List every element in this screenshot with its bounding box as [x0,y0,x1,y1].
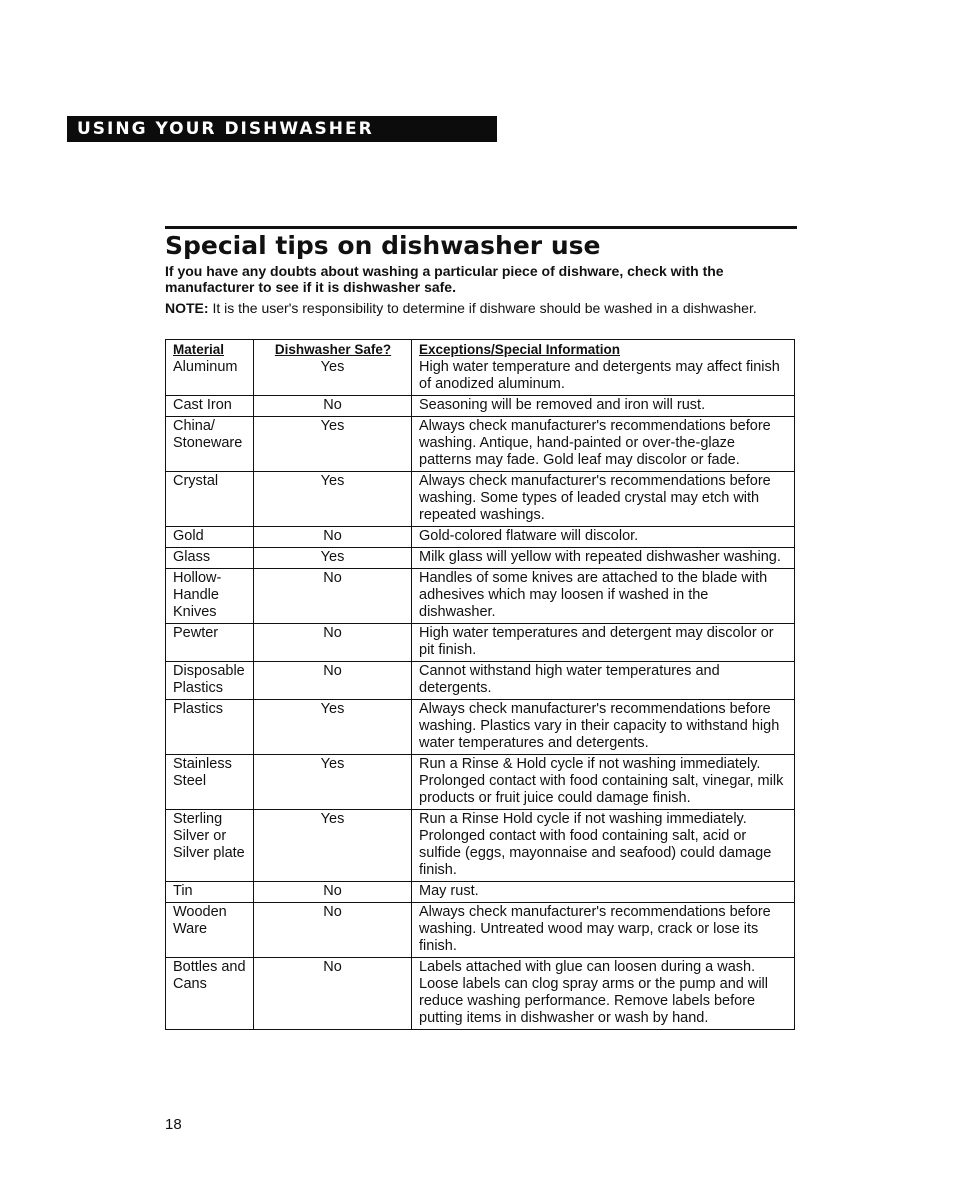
table-row [166,700,795,755]
cell-dishwasher-safe: No [254,396,412,417]
table-row [166,396,795,417]
cell-material: Hollow-Handle Knives [166,569,254,624]
cell-dishwasher-safe: Yes [254,810,412,882]
cell-material: Disposable Plastics [166,662,254,700]
cell-material: Plastics [166,700,254,755]
cell-dishwasher-safe: No [254,662,412,700]
cell-exceptions: Always check manufacturer's recommendations before washing. Antique, hand-painted or over-the-glaze patterns may fade. Gold leaf may discolor or fade. [412,417,795,472]
cell-exceptions: Run a Rinse Hold cycle if not washing immediately. Prolonged contact with food containing salt, acid or sulfide (eggs, mayonnaise and seafood) could damage finish. [412,810,795,882]
cell-dishwasher-safe: Yes [254,472,412,527]
table-row [166,569,795,624]
cell-exceptions: Always check manufacturer's recommendations before washing. Untreated wood may warp, crack or lose its finish. [412,903,795,958]
cell-exceptions: Always check manufacturer's recommendations before washing. Plastics vary in their capacity to withstand high water temperatures and detergents. [412,700,795,755]
note-text: It is the user's responsibility to determine if dishware should be washed in a dishwasher. [212,300,757,316]
cell-exceptions: Always check manufacturer's recommendations before washing. Some types of leaded crystal may etch with repeated washings. [412,472,795,527]
header-exceptions: Exceptions/Special Information [412,340,795,359]
cell-dishwasher-safe: No [254,624,412,662]
cell-exceptions: Gold-colored flatware will discolor. [412,527,795,548]
cell-exceptions: Seasoning will be removed and iron will rust. [412,396,795,417]
table-row [166,958,795,1030]
cell-dishwasher-safe: Yes [254,755,412,810]
cell-material: Gold [166,527,254,548]
cell-material: Aluminum [166,358,254,396]
table-row [166,417,795,472]
cell-exceptions: High water temperature and detergents may affect finish of anodized aluminum. [412,358,795,396]
page-number: 18 [165,1116,182,1133]
table-row [166,472,795,527]
cell-material: Sterling Silver or Silver plate [166,810,254,882]
table-header-row [166,340,795,359]
cell-dishwasher-safe: No [254,958,412,1030]
cell-dishwasher-safe: Yes [254,548,412,569]
cell-exceptions: High water temperatures and detergent may discolor or pit finish. [412,624,795,662]
header-dishwasher-safe: Dishwasher Safe? [254,340,412,359]
cell-material: Bottles and Cans [166,958,254,1030]
cell-exceptions: Run a Rinse & Hold cycle if not washing immediately. Prolonged contact with food containing salt, vinegar, milk products or fruit juice could damage finish. [412,755,795,810]
intro-paragraph: If you have any doubts about washing a particular piece of dishware, check with the manufacturer to see if it is dishwasher safe. [165,263,724,295]
cell-exceptions: Milk glass will yellow with repeated dishwasher washing. [412,548,795,569]
cell-dishwasher-safe: No [254,569,412,624]
note-label: NOTE: [165,300,209,316]
cell-dishwasher-safe: Yes [254,417,412,472]
cell-material: Glass [166,548,254,569]
cell-dishwasher-safe: Yes [254,358,412,396]
cell-material: China/ Stoneware [166,417,254,472]
cell-dishwasher-safe: Yes [254,700,412,755]
cell-exceptions: May rust. [412,882,795,903]
cell-dishwasher-safe: No [254,527,412,548]
cell-exceptions: Handles of some knives are attached to the blade with adhesives which may loosen if washed in the dishwasher. [412,569,795,624]
page-title: Special tips on dishwasher use [165,231,601,260]
table-row [166,903,795,958]
table-row [166,527,795,548]
cell-exceptions: Cannot withstand high water temperatures and detergents. [412,662,795,700]
table-row [166,882,795,903]
section-banner: USING YOUR DISHWASHER [67,116,497,142]
note-paragraph [165,300,805,316]
cell-material: Pewter [166,624,254,662]
table-row [166,624,795,662]
cell-dishwasher-safe: No [254,882,412,903]
header-material: Material [166,340,254,359]
table-row [166,548,795,569]
cell-dishwasher-safe: No [254,903,412,958]
cell-material: Stainless Steel [166,755,254,810]
cell-material: Cast Iron [166,396,254,417]
table-row [166,358,795,396]
table-row [166,662,795,700]
table-row [166,755,795,810]
cell-material: Tin [166,882,254,903]
dishware-table [165,339,795,1030]
cell-material: Wooden Ware [166,903,254,958]
cell-material: Crystal [166,472,254,527]
cell-exceptions: Labels attached with glue can loosen during a wash. Loose labels can clog spray arms or the pump and will reduce washing performance. Remove labels before putting items in dishwasher or wash by hand. [412,958,795,1030]
table-row [166,810,795,882]
table-body [166,358,795,1030]
